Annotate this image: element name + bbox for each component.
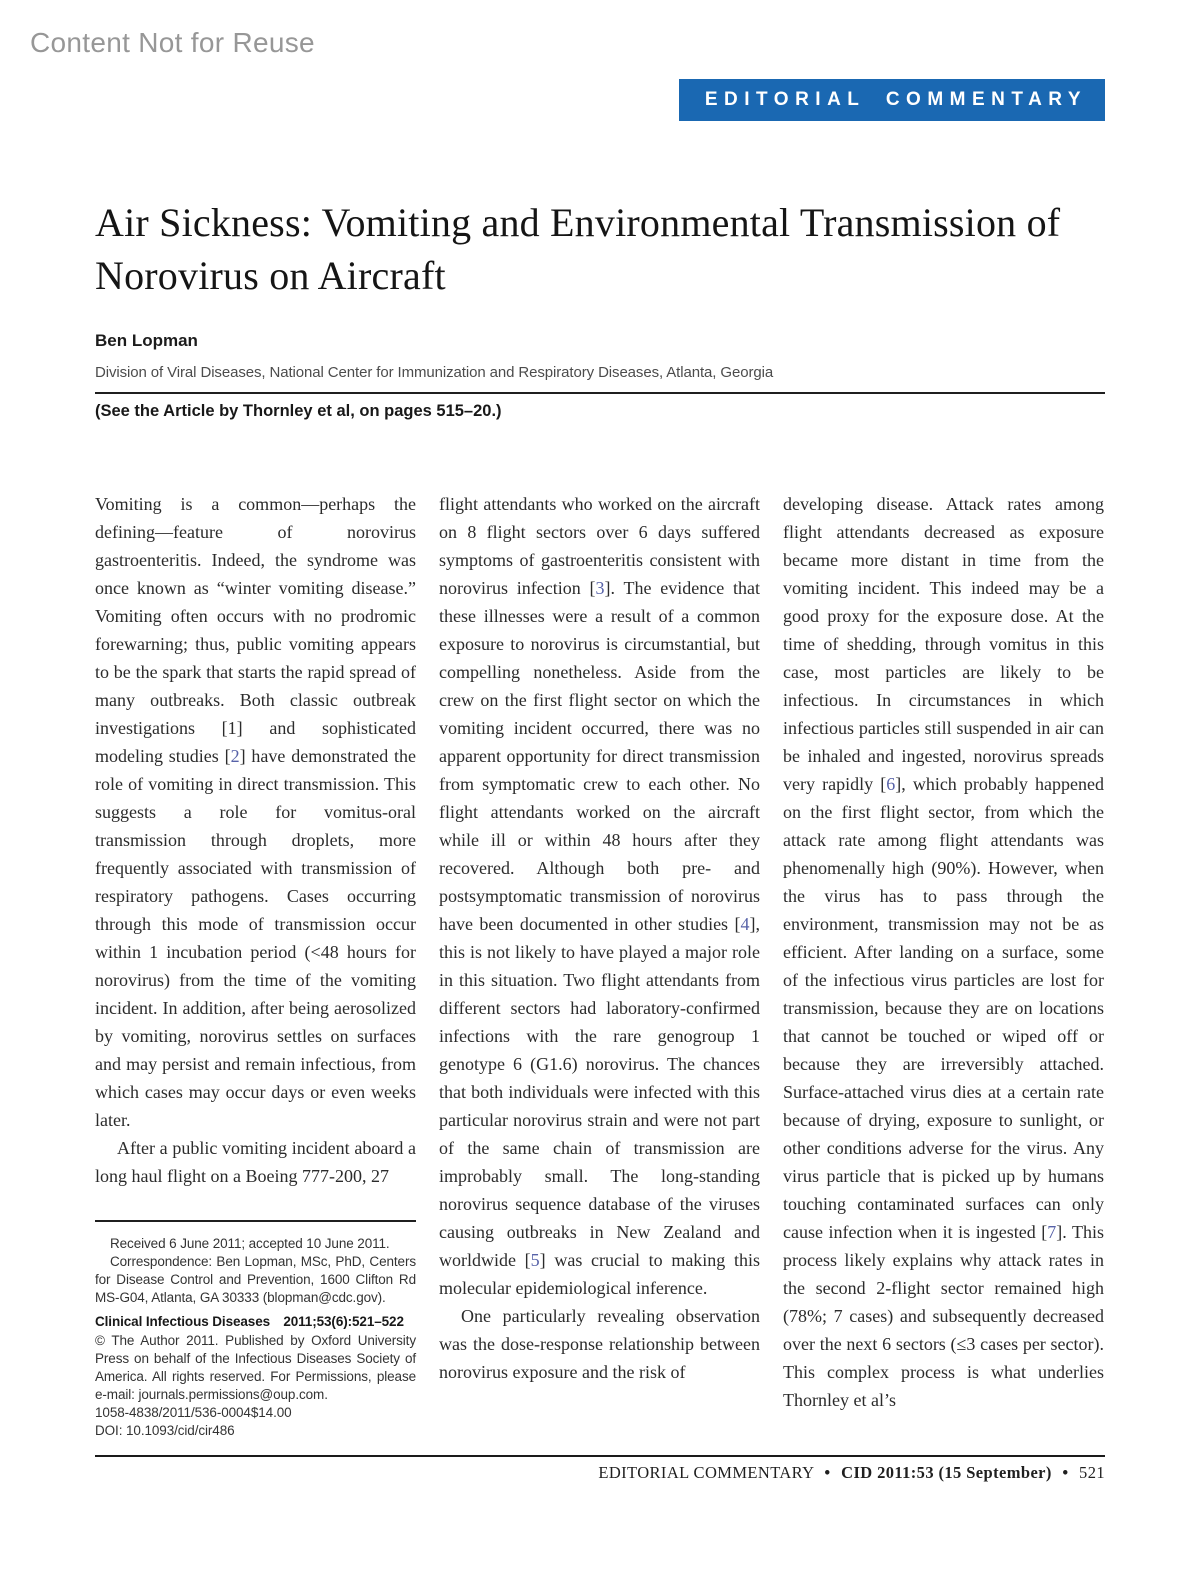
author-affiliation: Division of Viral Diseases, National Center for Immunization and Respiratory Diseases, Atlanta, Georgia bbox=[95, 364, 774, 381]
body-paragraph: flight attendants who worked on the aircraft on 8 flight sectors over 6 days suffered symptoms of gastroenteritis consistent with norovirus infection [3]. The evidence that these illnesses were a result of a common exposure to norovirus is circumstantial, but compelling nonetheless. Aside from the crew on the first flight sector on which the vomiting incident occurred, there was no apparent opportunity for direct transmission from symptomatic crew to each other. No flight attendants worked on the aircraft while ill or within 48 hours after they recovered. Although both pre- and postsymptomatic transmission of norovirus have been documented in other studies [4], this is not likely to have played a major role in this situation. Two flight attendants from different sectors had laboratory-confirmed infections with the rare genogroup 1 genotype 6 (G1.6) norovirus. The chances that both individuals were infected with this particular norovirus strain and were not part of the same chain of transmission are improbably small. The long-standing norovirus sequence database of the viruses causing outbreaks in New Zealand and worldwide [5] was crucial to making this molecular epidemiological inference. bbox=[439, 494, 761, 1298]
reference-citation-link[interactable]: 5 bbox=[530, 1250, 540, 1270]
reference-citation-link[interactable]: 2 bbox=[230, 746, 240, 766]
reference-citation-link[interactable]: 7 bbox=[1047, 1222, 1057, 1242]
reference-citation-link[interactable]: 3 bbox=[595, 578, 605, 598]
editorial-commentary-banner: EDITORIAL COMMENTARY bbox=[679, 79, 1105, 121]
page-footer bbox=[95, 1463, 1105, 1483]
footnote-line: Correspondence: Ben Lopman, MSc, PhD, Centers for Disease Control and Prevention, 1600 Clifton Rd MS-G04, Atlanta, GA 30333 (blopman@cdc.gov). bbox=[95, 1254, 416, 1305]
footnote-line: © The Author 2011. Published by Oxford University Press on behalf of the Infectious Diseases Society of America. All rights reserved. For Permissions, please e-mail: journals.permissions@oup.com. bbox=[95, 1333, 416, 1402]
footnote-line: 1058-4838/2011/536-0004$14.00 bbox=[95, 1405, 292, 1420]
footer-text: CID 2011:53 (15 September) bbox=[841, 1463, 1052, 1482]
article-title-line: Air Sickness: Vomiting and Environmental Transmission of bbox=[95, 200, 1061, 245]
body-paragraph: After a public vomiting incident aboard a long haul flight on a Boeing 777-200, 27 bbox=[95, 1138, 416, 1186]
footnote-line: Clinical Infectious Diseases 2011;53(6):521–522 bbox=[95, 1314, 404, 1329]
content-not-for-reuse-watermark: Content Not for Reuse bbox=[30, 27, 315, 58]
footer-bullet: • bbox=[1062, 1463, 1069, 1482]
body-column bbox=[95, 490, 416, 1440]
body-paragraph: One particularly revealing observation was the dose-response relationship between norovirus exposure and the risk of bbox=[439, 1306, 760, 1382]
see-article-note: (See the Article by Thornley et al, on pages 515–20.) bbox=[95, 402, 502, 420]
article-body bbox=[95, 490, 1105, 1440]
reference-citation-link[interactable]: 6 bbox=[886, 774, 896, 794]
footnote-line: DOI: 10.1093/cid/cir486 bbox=[95, 1423, 235, 1438]
body-column bbox=[439, 490, 760, 1440]
reference-citation-link[interactable]: 4 bbox=[740, 914, 750, 934]
footnote-line: Received 6 June 2011; accepted 10 June 2011. bbox=[110, 1236, 390, 1251]
footer-bullet: • bbox=[824, 1463, 831, 1482]
footer-text: 521 bbox=[1079, 1463, 1105, 1482]
footer-divider-rule bbox=[95, 1455, 1105, 1457]
article-title bbox=[95, 196, 1105, 302]
header-divider-rule bbox=[95, 392, 1105, 394]
body-paragraph: Vomiting is a common—perhaps the defining—feature of norovirus gastroenteritis. Indeed, the syndrome was once known as “winter vomiting disease.” Vomiting often occurs with no prodromic forewarning; thus, public vomiting appears to be the spark that starts the rapid spread of many outbreaks. Both classic outbreak investigations [1] and sophisticated modeling studies [2] have demonstrated the role of vomiting in direct transmission. This suggests a role for vomitus-oral transmission through droplets, more frequently associated with transmission of respiratory pathogens. Cases occurring through this mode of transmission occur within 1 incubation period (<48 hours for norovirus) from the time of the vomiting incident. In addition, after being aerosolized by vomiting, norovirus settles on surfaces and may persist and remain infectious, from which cases may occur days or even weeks later. bbox=[95, 494, 416, 1130]
body-column bbox=[783, 490, 1104, 1440]
article-title-line: Norovirus on Aircraft bbox=[95, 253, 446, 298]
footer-text: EDITORIAL COMMENTARY bbox=[598, 1463, 814, 1482]
body-paragraph: developing disease. Attack rates among flight attendants decreased as exposure became more distant in time from the vomiting incident. This indeed may be a good proxy for the exposure dose. At the time of shedding, through vomitus in this case, most particles are likely to be infectious. In circumstances in which infectious particles still suspended in air can be inhaled and ingested, norovirus spreads very rapidly [6], which probably happened on the first flight sector, from which the attack rate among flight attendants was phenomenally high (90%). However, when the virus has to pass through the environment, transmission may not be as efficient. After landing on a surface, some of the infectious virus particles are lost for transmission, because they are on locations that cannot be touched or wiped off or because they are irreversibly attached. Surface-attached virus dies at a certain rate because of drying, exposure to sunlight, or other conditions adverse for the virus. Any virus particle that is picked up by humans touching contaminated surfaces can only cause infection when it is ingested [7]. This process likely explains why attack rates in the second 2-flight sector remained high (78%; 7 cases) and subsequently decreased over the next 6 sectors (≤3 cases per sector). This complex process is what underlies Thornley et al’s bbox=[783, 494, 1104, 1410]
author-name: Ben Lopman bbox=[95, 331, 198, 350]
article-footnote-block bbox=[95, 1220, 416, 1440]
